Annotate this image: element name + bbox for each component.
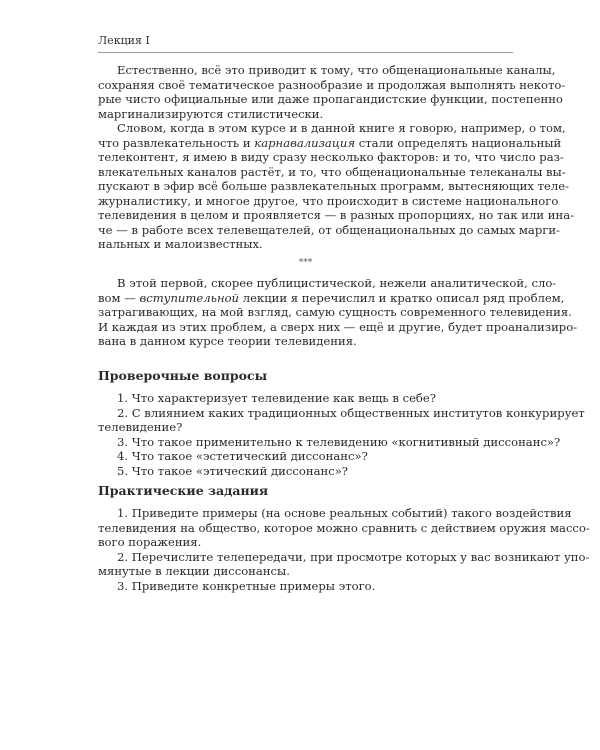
list-item-line bbox=[98, 420, 513, 435]
paragraph-line bbox=[98, 222, 560, 238]
header-rule bbox=[98, 52, 513, 53]
paragraph-line bbox=[98, 290, 565, 306]
running-header: Лекция I bbox=[98, 34, 150, 47]
text-run: лекции я перечислил и кратко описал ряд проблем, bbox=[239, 290, 565, 305]
paragraph bbox=[98, 276, 578, 349]
text-run: влекательных каналов растёт, и то, что общенациональные телеканалы вы- bbox=[98, 164, 566, 179]
list-item-line bbox=[98, 535, 513, 550]
text-run: 5. Что такое «этический диссонанс»? bbox=[117, 463, 349, 478]
text-run: маргинализируются стилистически. bbox=[98, 106, 324, 121]
paragraph-line bbox=[98, 92, 563, 107]
text-run: нальных и малоизвестных. bbox=[98, 237, 263, 252]
list-item bbox=[98, 506, 590, 550]
list-item-line bbox=[98, 464, 513, 479]
text-run: 2. Перечислите телепередачи, при просмотре которых у вас возникают упо- bbox=[117, 549, 590, 564]
list-item-line bbox=[98, 579, 513, 594]
list-item-line bbox=[98, 506, 572, 521]
text-run: В этой первой, скорее публицистической, нежели аналитической, сло- bbox=[117, 276, 557, 290]
text-run: 2. С влиянием каких традиционных общественных институтов конкурирует bbox=[117, 405, 585, 420]
paragraph-line bbox=[98, 208, 575, 223]
paragraph-line bbox=[98, 193, 559, 209]
text-run: журналистику, и многое другое, что происходит в системе национального bbox=[98, 193, 559, 208]
list-item-line bbox=[98, 449, 513, 464]
list-item bbox=[98, 549, 590, 579]
paragraph-line bbox=[98, 121, 566, 136]
paragraph-line bbox=[98, 77, 566, 93]
list-item bbox=[98, 464, 513, 479]
paragraph-line bbox=[98, 237, 513, 252]
text-run: вом — bbox=[98, 290, 140, 305]
text-run: телевидения в целом и проявляется — в разных пропорциях, но так или ина- bbox=[98, 208, 575, 223]
list-item-line bbox=[98, 434, 561, 450]
paragraph-line bbox=[98, 150, 564, 165]
emphasized-text: карнавализация bbox=[254, 135, 356, 150]
list-item bbox=[98, 405, 585, 435]
paragraph bbox=[98, 121, 575, 252]
list-item bbox=[98, 579, 513, 594]
text-run: 3. Приведите конкретные примеры этого. bbox=[117, 578, 376, 593]
text-run: че — в работе всех телевещателей, от общенациональных до самых марги- bbox=[98, 222, 560, 237]
text-run: Естественно, всё это приводит к тому, что общенациональные каналы, bbox=[117, 63, 556, 77]
questions-list bbox=[98, 391, 585, 478]
text-run: телевидение? bbox=[98, 420, 183, 435]
paragraph-line bbox=[98, 276, 557, 291]
list-item-line bbox=[98, 405, 585, 421]
text-run: затрагивающих, на мой взгляд, самую сущность современного телевидения. bbox=[98, 305, 572, 320]
list-item bbox=[98, 449, 513, 464]
text-run: вого поражения. bbox=[98, 535, 202, 550]
text-run: сохраняя своё тематическое разнообразие и продолжая выполнять некото- bbox=[98, 77, 566, 92]
text-run: пускают в эфир всё больше развлекательных программ, вытесняющих теле- bbox=[98, 179, 569, 194]
questions-heading: Проверочные вопросы bbox=[98, 368, 268, 383]
list-item-line bbox=[98, 549, 590, 565]
list-item-line bbox=[98, 564, 513, 579]
list-item bbox=[98, 434, 561, 450]
list-item-line bbox=[98, 520, 590, 536]
section-separator: *** bbox=[298, 258, 313, 268]
tasks-list bbox=[98, 506, 590, 593]
paragraph-line bbox=[98, 63, 556, 78]
text-run: вана в данном курсе теории телевидения. bbox=[98, 334, 357, 349]
paragraph-line bbox=[98, 164, 566, 180]
paragraph bbox=[98, 63, 566, 121]
paragraph-line bbox=[98, 319, 578, 335]
text-run: что развлекательность и bbox=[98, 135, 255, 150]
text-run: мянутые в лекции диссонансы. bbox=[98, 564, 290, 579]
list-item-line bbox=[98, 391, 513, 406]
text-run: Словом, когда в этом курсе и в данной книге я говорю, например, о том, bbox=[117, 121, 566, 135]
list-item bbox=[98, 391, 513, 406]
paragraph-line bbox=[98, 334, 513, 349]
emphasized-text: вступительной bbox=[139, 290, 240, 305]
paragraph-line bbox=[98, 107, 513, 122]
text-run: телеконтент, я имею в виду сразу несколько факторов: и то, что число раз- bbox=[98, 150, 564, 165]
tasks-heading: Практические задания bbox=[98, 483, 269, 498]
text-run: 3. Что такое применительно к телевидению «когнитивный диссонанс»? bbox=[117, 434, 561, 449]
text-run: 4. Что такое «эстетический диссонанс»? bbox=[117, 449, 368, 464]
paragraph-line bbox=[98, 305, 572, 320]
text-run: стали определять национальный bbox=[355, 135, 562, 150]
text-run: И каждая из этих проблем, а сверх них — ещё и другие, будет проанализиро- bbox=[98, 319, 578, 334]
text-run: 1. Приведите примеры (на основе реальных событий) такого воздействия bbox=[117, 506, 572, 520]
text-run: телевидения на общество, которое можно сравнить с действием оружия массо- bbox=[98, 520, 590, 535]
text-run: рые чисто официальные или даже пропагандистские функции, постепенно bbox=[98, 92, 563, 107]
text-run: 1. Что характеризует телевидение как вещь в себе? bbox=[117, 391, 436, 405]
paragraph-line bbox=[98, 179, 569, 194]
paragraph-line bbox=[98, 135, 562, 151]
